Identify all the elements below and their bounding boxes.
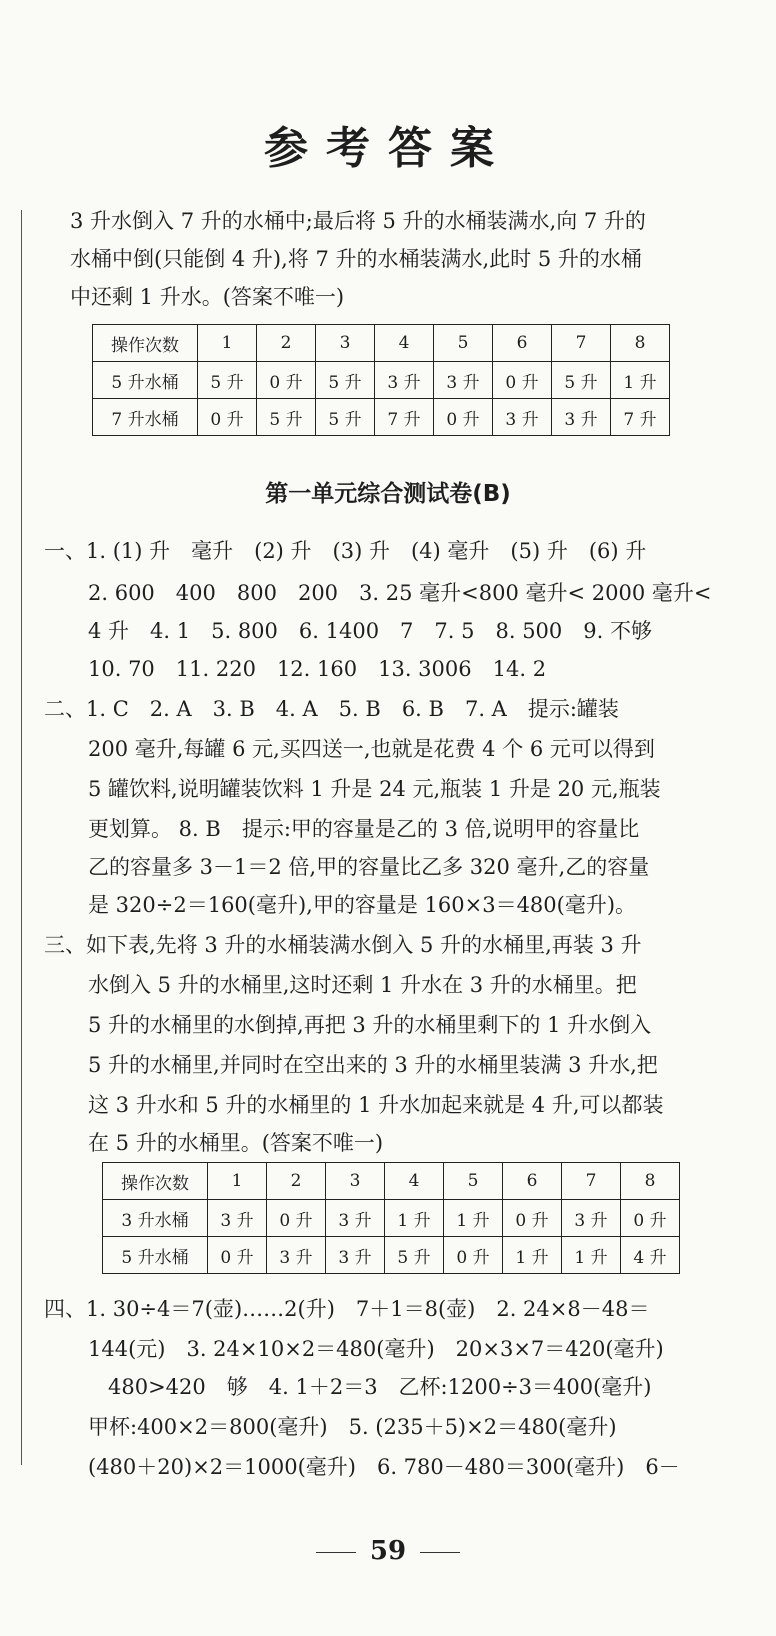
- table-cell: 3: [316, 325, 375, 362]
- table-cell: 5 升: [316, 362, 375, 399]
- dash-left: [316, 1552, 356, 1553]
- table-cell: 8: [621, 1163, 680, 1200]
- answer-line: 三、如下表,先将 3 升的水桶装满水倒入 5 升的水桶里,再装 3 升: [44, 933, 642, 957]
- section-title: 第一单元综合测试卷(B): [265, 481, 511, 507]
- margin-line: [21, 210, 22, 1465]
- table-cell: 1: [208, 1163, 267, 1200]
- answer-line: 一、1. (1) 升 毫升 (2) 升 (3) 升 (4) 毫升 (5) 升 (6) 升: [44, 539, 647, 563]
- table-cell: 5: [434, 325, 493, 362]
- answer-line: 5 升的水桶里,并同时在空出来的 3 升的水桶里装满 3 升水,把: [88, 1053, 658, 1077]
- answer-line: 在 5 升的水桶里。(答案不唯一): [88, 1131, 384, 1155]
- answer-line: 5 罐饮料,说明罐装饮料 1 升是 24 元,瓶装 1 升是 20 元,瓶装: [88, 777, 661, 801]
- table-cell: 2: [267, 1163, 326, 1200]
- answer-line: 更划算。 8. B 提示:甲的容量是乙的 3 倍,说明甲的容量比: [88, 817, 640, 841]
- intro-line: 中还剩 1 升水。(答案不唯一): [70, 285, 345, 309]
- table-row: [93, 325, 670, 362]
- table-cell: 7 升: [375, 399, 434, 436]
- table-cell: 0 升: [208, 1237, 267, 1274]
- table-cell: 0 升: [434, 399, 493, 436]
- table-cell: 3 升: [434, 362, 493, 399]
- table-cell: 7 升: [611, 399, 670, 436]
- answer-line: 这 3 升水和 5 升的水桶里的 1 升水加起来就是 4 升,可以都装: [88, 1093, 664, 1117]
- table-cell: 4: [375, 325, 434, 362]
- answer-table-2: [102, 1162, 680, 1274]
- table-cell: 3 升: [326, 1237, 385, 1274]
- table-row: [93, 399, 670, 436]
- table-cell: 3 升: [562, 1200, 621, 1237]
- table-cell: 7: [552, 325, 611, 362]
- answer-line: 4 升 4. 1 5. 800 6. 1400 7 7. 5 8. 500 9. 不够: [88, 619, 652, 643]
- page-number: [0, 1536, 776, 1566]
- intro-line: 水桶中倒(只能倒 4 升),将 7 升的水桶装满水,此时 5 升的水桶: [70, 247, 642, 271]
- table-cell: 6: [493, 325, 552, 362]
- table-cell: 5 升: [385, 1237, 444, 1274]
- table-cell: 4: [385, 1163, 444, 1200]
- answer-line: 144(元) 3. 24×10×2＝480(毫升) 20×3×7＝420(毫升): [88, 1337, 664, 1361]
- table-cell: 3 升: [267, 1237, 326, 1274]
- table-cell: 7 升水桶: [93, 399, 198, 436]
- table-cell: 6: [503, 1163, 562, 1200]
- table-cell: 1 升: [503, 1237, 562, 1274]
- table-row: [103, 1237, 680, 1274]
- table-cell: 操作次数: [103, 1163, 208, 1200]
- table-cell: 5 升水桶: [93, 362, 198, 399]
- table-cell: 5: [444, 1163, 503, 1200]
- table-cell: 7: [562, 1163, 621, 1200]
- answer-line: 480>420 够 4. 1＋2＝3 乙杯:1200÷3＝400(毫升): [108, 1375, 652, 1399]
- table-cell: 3 升: [375, 362, 434, 399]
- answer-line: 四、1. 30÷4＝7(壶)……2(升) 7＋1＝8(壶) 2. 24×8－48＝: [44, 1297, 650, 1321]
- answer-line: 乙的容量多 3－1＝2 倍,甲的容量比乙多 320 毫升,乙的容量: [88, 855, 650, 879]
- answer-line: 是 320÷2＝160(毫升),甲的容量是 160×3＝480(毫升)。: [88, 893, 637, 917]
- table-row: [93, 362, 670, 399]
- table-cell: 0 升: [267, 1200, 326, 1237]
- answer-line: 甲杯:400×2＝800(毫升) 5. (235＋5)×2＝480(毫升): [88, 1415, 617, 1439]
- table-cell: 4 升: [621, 1237, 680, 1274]
- table-cell: 1 升: [611, 362, 670, 399]
- answer-line: 5 升的水桶里的水倒掉,再把 3 升的水桶里剩下的 1 升水倒入: [88, 1013, 652, 1037]
- table-cell: 0 升: [444, 1237, 503, 1274]
- table-cell: 3 升: [326, 1200, 385, 1237]
- answer-table-1: [92, 324, 670, 436]
- table-cell: 3 升: [208, 1200, 267, 1237]
- table-cell: 3 升: [493, 399, 552, 436]
- table-cell: 8: [611, 325, 670, 362]
- table-cell: 1 升: [385, 1200, 444, 1237]
- table-cell: 3: [326, 1163, 385, 1200]
- table-cell: 0 升: [621, 1200, 680, 1237]
- table-cell: 1 升: [444, 1200, 503, 1237]
- table-cell: 5 升: [552, 362, 611, 399]
- table-cell: 5 升水桶: [103, 1237, 208, 1274]
- answer-line: 二、1. C 2. A 3. B 4. A 5. B 6. B 7. A 提示:罐装: [44, 697, 619, 721]
- dash-right: [420, 1552, 460, 1553]
- table-row: [103, 1200, 680, 1237]
- intro-line: 3 升水倒入 7 升的水桶中;最后将 5 升的水桶装满水,向 7 升的: [70, 209, 646, 233]
- table-row: [103, 1163, 680, 1200]
- table-cell: 0 升: [493, 362, 552, 399]
- answer-line: 2. 600 400 800 200 3. 25 毫升<800 毫升< 2000 毫升<: [88, 581, 712, 605]
- table-cell: 5 升: [316, 399, 375, 436]
- table-cell: 3 升: [552, 399, 611, 436]
- table-cell: 5 升: [257, 399, 316, 436]
- table-cell: 2: [257, 325, 316, 362]
- table-cell: 0 升: [198, 399, 257, 436]
- table-cell: 1 升: [562, 1237, 621, 1274]
- table-cell: 3 升水桶: [103, 1200, 208, 1237]
- table-cell: 1: [198, 325, 257, 362]
- page-number-text: 59: [369, 1536, 407, 1566]
- answer-line: 10. 70 11. 220 12. 160 13. 3006 14. 2: [88, 657, 547, 681]
- answer-line: 200 毫升,每罐 6 元,买四送一,也就是花费 4 个 6 元可以得到: [88, 737, 655, 761]
- table-cell: 0 升: [503, 1200, 562, 1237]
- table-cell: 0 升: [257, 362, 316, 399]
- answer-line: 水倒入 5 升的水桶里,这时还剩 1 升水在 3 升的水桶里。把: [88, 973, 637, 997]
- table-cell: 5 升: [198, 362, 257, 399]
- page-title: 参考答案: [264, 123, 512, 174]
- table-cell: 操作次数: [93, 325, 198, 362]
- answer-line: (480＋20)×2＝1000(毫升) 6. 780－480＝300(毫升) 6－: [88, 1455, 680, 1479]
